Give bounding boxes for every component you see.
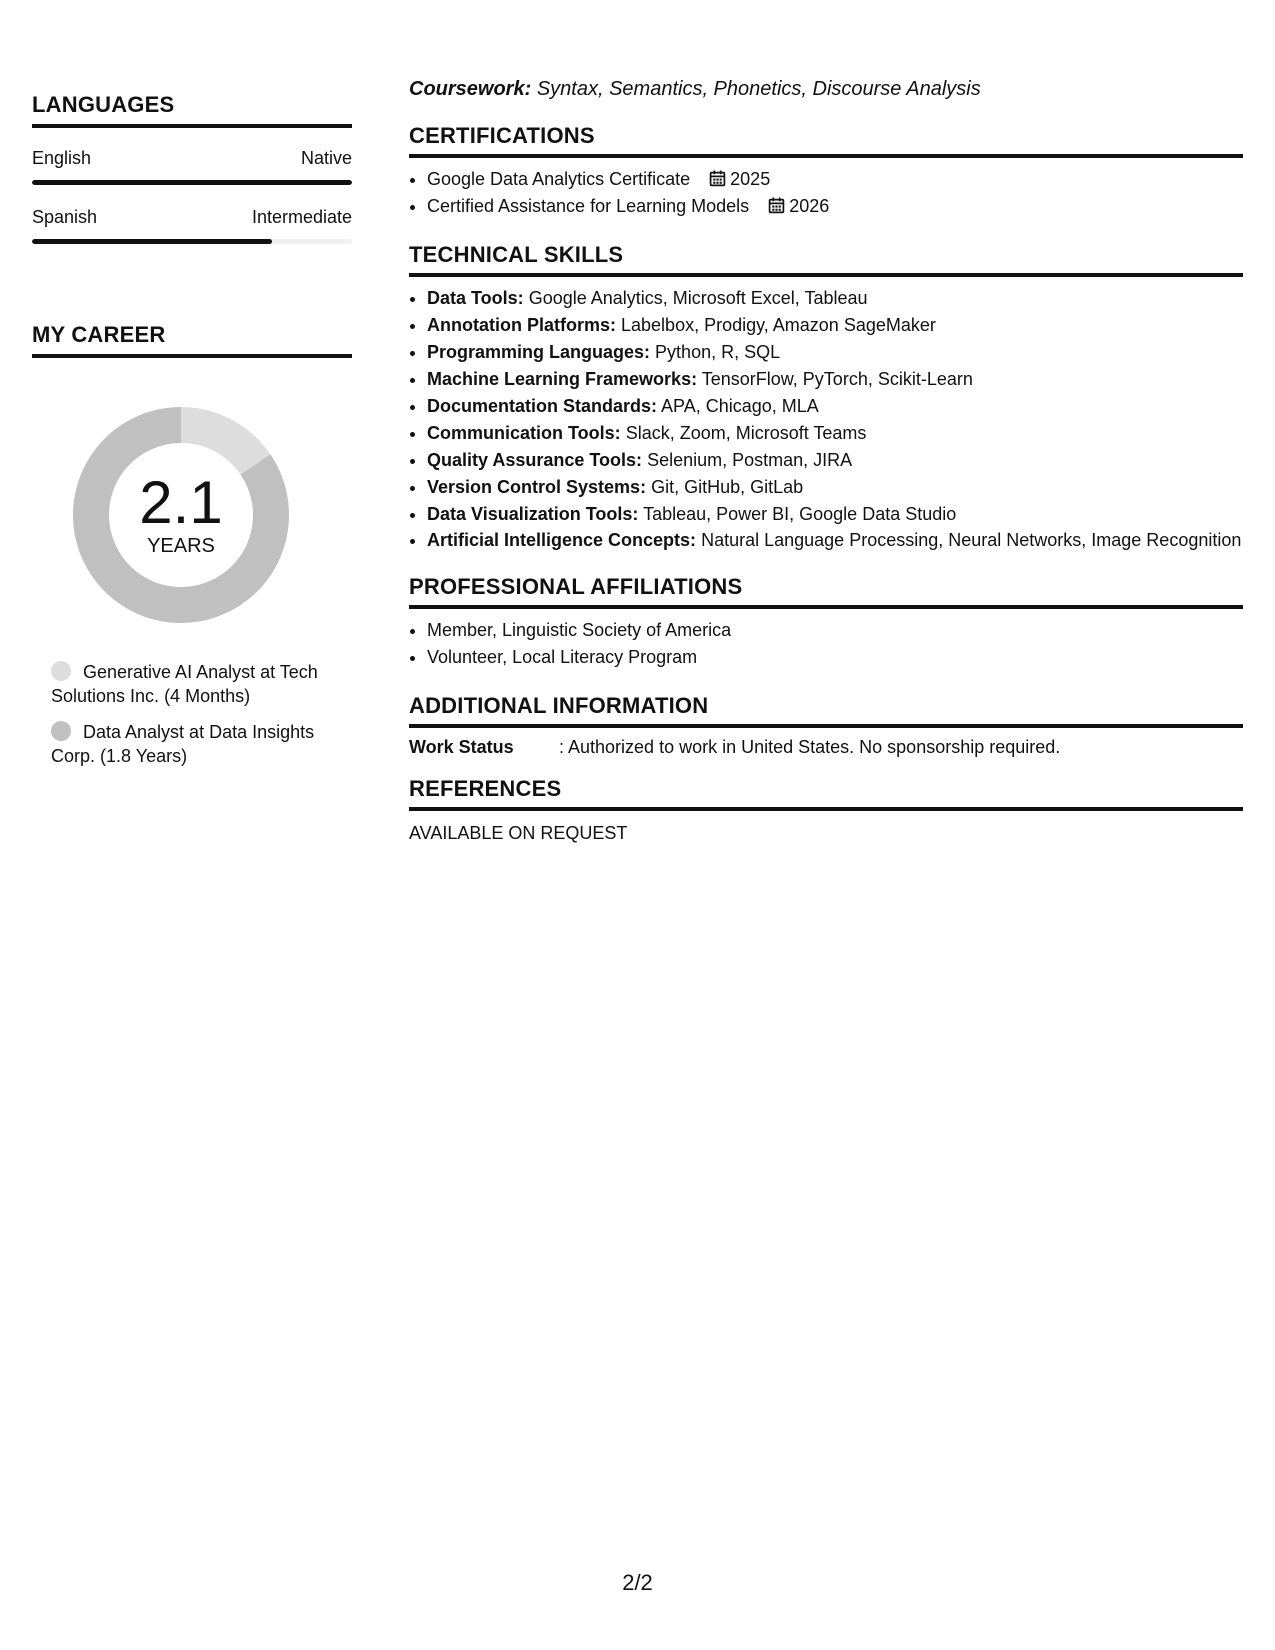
legend-label: Generative AI Analyst at Tech Solutions Inc. (4 Months) xyxy=(51,662,318,706)
work-status-row xyxy=(409,737,1243,758)
certifications-list xyxy=(409,166,1243,220)
languages-heading: LANGUAGES xyxy=(32,92,352,128)
technical-skills-heading: TECHNICAL SKILLS xyxy=(409,242,1243,277)
legend-swatch xyxy=(51,661,71,681)
career-legend xyxy=(51,660,352,768)
skill-label: Programming Languages: xyxy=(427,342,651,362)
skill-item xyxy=(427,501,1243,528)
skill-label: Data Visualization Tools: xyxy=(427,504,639,524)
affiliation-item: • Member, Linguistic Society of America xyxy=(427,617,1243,644)
skill-value: Labelbox, Prodigy, Amazon SageMaker xyxy=(621,315,936,335)
skill-item xyxy=(427,285,1243,312)
legend-item xyxy=(51,720,352,768)
coursework-label: Coursework: xyxy=(409,78,532,100)
skill-value: TensorFlow, PyTorch, Scikit-Learn xyxy=(701,369,973,389)
page-number: 2/2 xyxy=(622,1570,653,1595)
certification-item xyxy=(427,193,1243,220)
certifications-heading: CERTIFICATIONS xyxy=(409,123,1243,158)
affiliations-heading: PROFESSIONAL AFFILIATIONS xyxy=(409,574,1243,609)
skill-label: Documentation Standards: xyxy=(427,396,658,416)
language-proficiency-bar xyxy=(32,180,352,185)
legend-item xyxy=(51,660,352,708)
donut-center xyxy=(66,400,296,630)
affiliation-item: • Volunteer, Local Literacy Program xyxy=(427,644,1243,671)
skill-label: Artificial Intelligence Concepts: xyxy=(427,530,697,550)
skill-label: Version Control Systems: xyxy=(427,477,647,497)
references-text: AVAILABLE ON REQUEST xyxy=(409,823,628,843)
skill-item xyxy=(427,312,1243,339)
skill-value: Git, GitHub, GitLab xyxy=(651,477,804,497)
language-proficiency-fill xyxy=(32,180,352,185)
skill-label: Data Tools: xyxy=(427,288,524,308)
skill-value: Tableau, Power BI, Google Data Studio xyxy=(643,504,957,524)
language-level: Intermediate xyxy=(251,207,352,227)
language-name: Spanish xyxy=(32,207,98,227)
affiliations-list xyxy=(409,617,1243,671)
skill-value: Natural Language Processing, Neural Networks, Image Recognition xyxy=(701,530,1242,550)
skill-item xyxy=(427,366,1243,393)
legend-label: Data Analyst at Data Insights Corp. (1.8 Years) xyxy=(51,722,315,766)
references-heading: REFERENCES xyxy=(409,776,1243,811)
language-name: English xyxy=(32,148,92,168)
career-heading: MY CAREER xyxy=(32,322,352,358)
certification-name: Certified Assistance for Learning Models xyxy=(427,196,750,216)
skill-item xyxy=(427,393,1243,420)
skill-value: Selenium, Postman, JIRA xyxy=(647,450,853,470)
additional-info-heading: ADDITIONAL INFORMATION xyxy=(409,693,1243,728)
skill-value: Python, R, SQL xyxy=(655,342,781,362)
coursework-text: Syntax, Semantics, Phonetics, Discourse Analysis xyxy=(536,78,981,100)
work-status-label: Work Status xyxy=(409,737,514,757)
legend-swatch xyxy=(51,721,71,741)
skill-value: Slack, Zoom, Microsoft Teams xyxy=(625,423,867,443)
language-proficiency-bar xyxy=(32,239,352,244)
skill-item xyxy=(427,474,1243,501)
language-item-spanish xyxy=(32,207,352,244)
certification-year: 2026 xyxy=(789,196,830,216)
certification-name: Google Data Analytics Certificate xyxy=(427,169,691,189)
skill-value: Google Analytics, Microsoft Excel, Tableau xyxy=(528,288,868,308)
work-status-value: : Authorized to work in United States. No sponsorship required. xyxy=(559,737,1061,757)
skill-label: Annotation Platforms: xyxy=(427,315,616,335)
career-total-value: 2.1 xyxy=(139,468,223,536)
skill-item xyxy=(427,339,1243,366)
skill-label: Machine Learning Frameworks: xyxy=(427,369,698,389)
skill-item xyxy=(427,420,1243,447)
left-column xyxy=(32,92,352,780)
skill-item xyxy=(427,528,1243,552)
right-column xyxy=(409,78,1243,844)
calendar-icon xyxy=(709,170,726,187)
skill-item xyxy=(427,447,1243,474)
calendar-icon xyxy=(768,197,785,214)
coursework-line xyxy=(409,78,1243,101)
language-item-english xyxy=(32,148,352,185)
technical-skills-list xyxy=(409,285,1243,552)
skill-value: APA, Chicago, MLA xyxy=(661,396,819,416)
skill-label: Quality Assurance Tools: xyxy=(427,450,643,470)
skill-label: Communication Tools: xyxy=(427,423,621,443)
certification-item xyxy=(427,166,1243,193)
career-donut-chart xyxy=(66,400,296,630)
language-proficiency-fill xyxy=(32,239,272,244)
certification-year: 2025 xyxy=(730,169,771,189)
career-total-unit: YEARS xyxy=(147,534,215,557)
language-level: Native xyxy=(300,148,352,168)
